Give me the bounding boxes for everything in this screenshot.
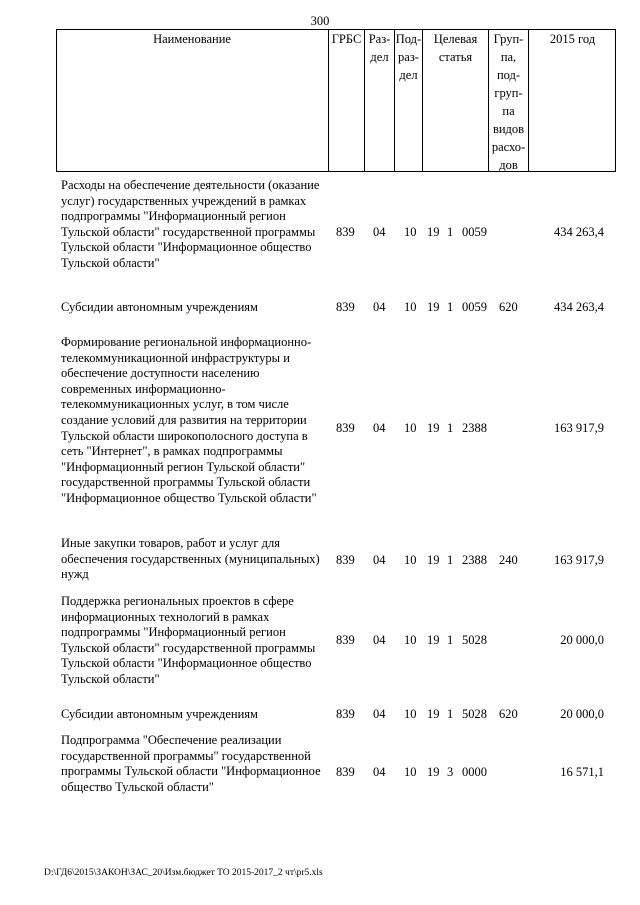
row-target-subprogram: 1 bbox=[447, 421, 454, 435]
row-amount: 20 000,0 bbox=[560, 707, 604, 721]
row-name: Субсидии автономным учреждениям bbox=[61, 300, 258, 314]
row-grbs: 839 bbox=[336, 225, 355, 239]
row-razdel: 04 bbox=[373, 225, 386, 239]
row-target-program: 19 bbox=[427, 633, 440, 647]
row-razdel: 04 bbox=[373, 300, 386, 314]
row-razdel: 04 bbox=[373, 553, 386, 567]
row-expense-group: 620 bbox=[499, 707, 518, 721]
header-target-article: Целевая статья bbox=[422, 29, 488, 172]
row-target-direction: 0059 bbox=[462, 225, 487, 239]
row-name: Расходы на обеспечение деятельности (оказание услуг) государственных учреждений в рамках подпрограммы "Информационный регион Тульской области" государственной программы Тульской области "Информационное общество Тульской области" bbox=[61, 178, 320, 270]
row-grbs: 839 bbox=[336, 300, 355, 314]
row-target-subprogram: 1 bbox=[447, 300, 454, 314]
row-grbs: 839 bbox=[336, 421, 355, 435]
row-target-subprogram: 1 bbox=[447, 633, 454, 647]
row-expense-group: 240 bbox=[499, 553, 518, 567]
row-target-subprogram: 3 bbox=[447, 765, 454, 779]
header-podrazdel: Под- раз- дел bbox=[394, 29, 422, 172]
row-razdel: 04 bbox=[373, 633, 386, 647]
row-grbs: 839 bbox=[336, 633, 355, 647]
row-podrazdel: 10 bbox=[404, 225, 417, 239]
row-expense-group: 620 bbox=[499, 300, 518, 314]
page-number: 300 bbox=[310, 14, 330, 28]
row-amount: 163 917,9 bbox=[554, 553, 604, 567]
row-target-program: 19 bbox=[427, 553, 440, 567]
row-podrazdel: 10 bbox=[404, 765, 417, 779]
row-target-direction: 5028 bbox=[462, 633, 487, 647]
row-razdel: 04 bbox=[373, 765, 386, 779]
header-razdel: Раз- дел bbox=[364, 29, 394, 172]
row-name: Субсидии автономным учреждениям bbox=[61, 707, 258, 721]
row-amount: 163 917,9 bbox=[554, 421, 604, 435]
row-target-direction: 2388 bbox=[462, 553, 487, 567]
row-grbs: 839 bbox=[336, 707, 355, 721]
header-year: 2015 год bbox=[528, 29, 616, 172]
row-amount: 16 571,1 bbox=[560, 765, 604, 779]
row-target-program: 19 bbox=[427, 421, 440, 435]
row-amount: 20 000,0 bbox=[560, 633, 604, 647]
row-name: Поддержка региональных проектов в сфере информационных технологий в рамках подпрограммы "Информационный регион Тульской области" государственной программы Тульской области "Информационное общество Тульской области" bbox=[61, 594, 316, 686]
file-path-footer: D:\ГД6\2015\ЗАКОН\ЗАС_20\Изм.бюджет ТО 2015-2017_2 чт\pr5.xls bbox=[44, 868, 323, 878]
header-expense-group: Груп- па, под- груп- па видов расхо- дов bbox=[488, 29, 528, 172]
row-target-subprogram: 1 bbox=[447, 225, 454, 239]
row-target-direction: 0000 bbox=[462, 765, 487, 779]
row-podrazdel: 10 bbox=[404, 633, 417, 647]
row-razdel: 04 bbox=[373, 421, 386, 435]
row-name: Подпрограмма "Обеспечение реализации государственной программы" государственной программы Тульской области "Информационное общество Тульской области" bbox=[61, 733, 321, 794]
row-target-program: 19 bbox=[427, 300, 440, 314]
row-grbs: 839 bbox=[336, 765, 355, 779]
row-target-direction: 2388 bbox=[462, 421, 487, 435]
row-target-direction: 0059 bbox=[462, 300, 487, 314]
header-name: Наименование bbox=[153, 32, 231, 46]
row-target-subprogram: 1 bbox=[447, 707, 454, 721]
row-razdel: 04 bbox=[373, 707, 386, 721]
row-podrazdel: 10 bbox=[404, 553, 417, 567]
row-target-subprogram: 1 bbox=[447, 553, 454, 567]
header-grbs: ГРБС bbox=[328, 29, 364, 172]
row-podrazdel: 10 bbox=[404, 421, 417, 435]
row-amount: 434 263,4 bbox=[554, 225, 604, 239]
row-target-direction: 5028 bbox=[462, 707, 487, 721]
row-target-program: 19 bbox=[427, 225, 440, 239]
row-name: Иные закупки товаров, работ и услуг для обеспечения государственных (муниципальных) нужд bbox=[61, 536, 320, 582]
row-name: Формирование региональной информационно-телекоммуникационной инфраструктуры и обеспечение доступности населению современных информационно-телекоммуникационных услуг, в том числе создание условий для развития на территории Тульской области широкополосного доступа в сеть "Интернет", в рамках подпрограммы "Информационный регион Тульской области" государственной программы Тульской области "Информационное общество Тульской области" bbox=[61, 335, 317, 505]
row-target-program: 19 bbox=[427, 765, 440, 779]
row-grbs: 839 bbox=[336, 553, 355, 567]
row-target-program: 19 bbox=[427, 707, 440, 721]
row-amount: 434 263,4 bbox=[554, 300, 604, 314]
row-podrazdel: 10 bbox=[404, 707, 417, 721]
row-podrazdel: 10 bbox=[404, 300, 417, 314]
